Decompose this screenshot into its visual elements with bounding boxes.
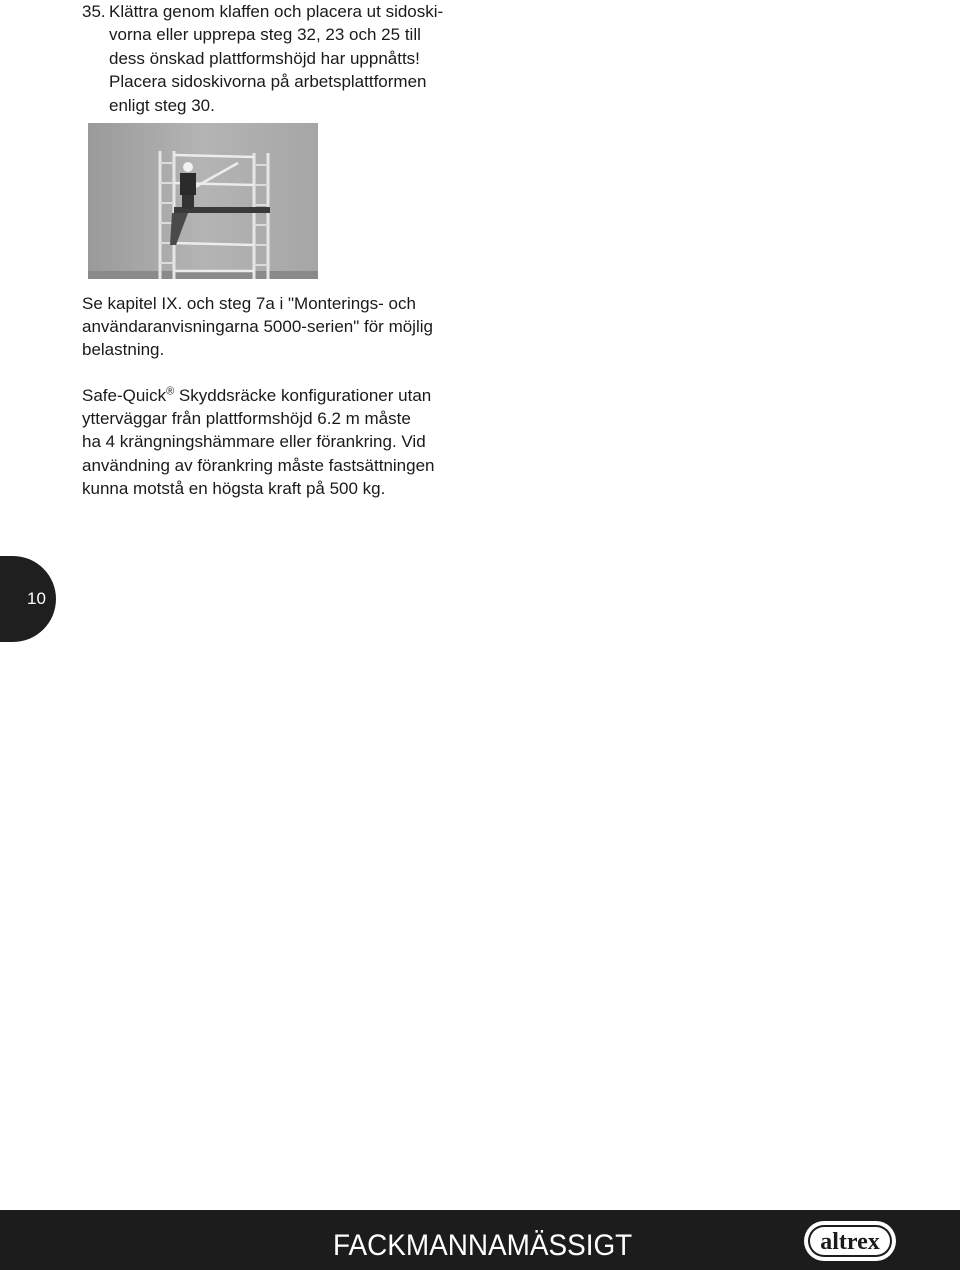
registered-mark: ® [166,385,175,398]
logo-text: altrex [820,1229,880,1255]
scaffold-photo [88,123,318,279]
step-text: Klättra genom klaffen och placera ut sidoski- vorna eller upprepa steg 32, 23 och 25 till dess önskad plattformshöjd har uppnåtts! Placera sidoskivorna på arbetsplattformen enligt steg 30. [109,2,444,115]
safety-paragraph [82,384,502,500]
safety-text: Skyddsräcke konfigurationer utan ytterväggar från plattformshöjd 6.2 m måste ha 4 krängningshämmare eller förankring. Vid användning av förankring måste fastsättningen kunna motstå en högsta kraft på 500 kg. [82,386,435,498]
step-number: 35. [82,2,106,21]
footer-title: FACKMANNAMÄSSIGT [333,1229,633,1262]
footer-bar [0,1210,960,1270]
step-35 [82,0,502,117]
brand-name: Safe-Quick [82,386,167,405]
page-number: 10 [27,589,46,608]
page-number-tab [0,556,56,642]
load-reference-paragraph: Se kapitel IX. och steg 7a i "Monterings- och användaranvisningarna 5000-serien" för möjlig belastning. [82,294,433,360]
altrex-logo [802,1219,898,1263]
